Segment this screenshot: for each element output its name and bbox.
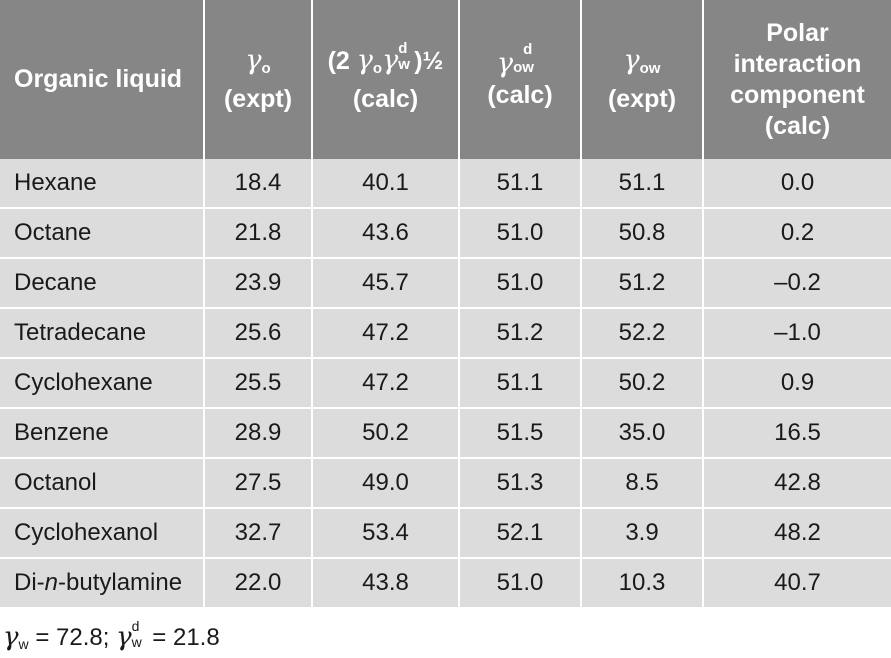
header-organic-liquid [0,0,204,159]
cell-gamma-ow-d: 51.1 [459,159,581,208]
header-note: (expt) [223,84,293,113]
cell-gamma-ow: 50.2 [581,358,703,408]
cell-gamma-o: 32.7 [204,508,312,558]
subscript: w [398,55,410,73]
cell-polar: 0.9 [703,358,891,408]
header-row [0,0,891,159]
cell-geometric-mean: 53.4 [312,508,459,558]
cell-gamma-o: 18.4 [204,159,312,208]
cell-polar: 0.2 [703,208,891,258]
cell-polar: 16.5 [703,408,891,458]
header-gamma-ow [581,0,703,159]
cell-gamma-ow: 35.0 [581,408,703,458]
cell-gamma-ow: 8.5 [581,458,703,508]
header-note: (expt) [607,84,677,113]
sup-sub-stack [398,39,414,73]
cell-gamma-o: 27.5 [204,458,312,508]
cell-gamma-ow: 50.8 [581,208,703,258]
superscript: d [523,41,533,58]
table-row [0,458,891,508]
subscript: o [261,59,271,77]
table-row [0,558,891,608]
cell-geometric-mean: 49.0 [312,458,459,508]
cell-geometric-mean: 50.2 [312,408,459,458]
cell-geometric-mean: 40.1 [312,159,459,208]
cell-gamma-ow: 3.9 [581,508,703,558]
header-organic-liquid-label: Organic liquid [14,65,183,93]
cell-gamma-o: 25.6 [204,308,312,358]
gamma-symbol: γ [116,622,132,652]
subscript: ow [639,59,661,77]
gamma-symbol: γ [623,44,640,76]
cell-gamma-ow-d: 51.0 [459,208,581,258]
header-gamma-ow-d [459,0,581,159]
prefix: (2 [327,46,357,75]
cell-name: Hexane [0,159,204,208]
cell-geometric-mean: 43.8 [312,558,459,608]
polar-line-2: interaction [733,49,862,78]
cell-polar: –0.2 [703,258,891,308]
footnote-eq-1: = 72.8; [28,624,117,651]
cell-polar: –1.0 [703,308,891,358]
header-polar [703,0,891,159]
cell-gamma-o: 25.5 [204,358,312,408]
cell-gamma-o: 28.9 [204,408,312,458]
cell-name [0,558,204,608]
polar-line-4: (calc) [764,111,831,140]
cell-name: Tetradecane [0,308,204,358]
footnote-eq-2: = 21.8 [145,624,220,651]
table-row [0,159,891,208]
cell-gamma-o: 21.8 [204,208,312,258]
cell-gamma-o: 22.0 [204,558,312,608]
cell-gamma-ow-d: 51.5 [459,408,581,458]
subscript: ow [513,59,534,76]
cell-polar: 40.7 [703,558,891,608]
header-gamma-o [204,0,312,159]
name-suffix: -butylamine [58,569,183,596]
cell-geometric-mean: 47.2 [312,308,459,358]
cell-polar: 42.8 [703,458,891,508]
table-row [0,408,891,458]
cell-name: Octanol [0,458,204,508]
subscript: w [18,636,29,652]
cell-gamma-ow: 51.1 [581,159,703,208]
name-prefix: Di- [14,569,45,596]
name-italic: n [44,569,59,596]
sup-sub-stack [513,41,543,76]
table-footnote [3,618,220,652]
gamma-symbol: γ [496,48,514,79]
table-row [0,308,891,358]
table-row [0,358,891,408]
header-note: (calc) [352,84,419,113]
cell-geometric-mean: 43.6 [312,208,459,258]
cell-name: Benzene [0,408,204,458]
cell-gamma-ow: 51.2 [581,258,703,308]
polar-line-3: component [730,80,865,109]
gamma-symbol: γ [356,44,373,76]
cell-gamma-ow-d: 51.0 [459,258,581,308]
subscript: w [131,634,142,650]
subscript: o [372,59,383,77]
cell-name: Octane [0,208,204,258]
cell-gamma-ow-d: 52.1 [459,508,581,558]
superscript: d [398,39,408,57]
header-note: (calc) [487,81,553,109]
table-row [0,208,891,258]
cell-polar: 48.2 [703,508,891,558]
suffix: )½ [414,46,444,75]
superscript: d [131,618,140,634]
cell-name: Cyclohexanol [0,508,204,558]
cell-gamma-ow: 10.3 [581,558,703,608]
cell-polar: 0.0 [703,159,891,208]
polar-line-1: Polar [766,18,829,47]
header-geometric-mean [312,0,459,159]
gamma-symbol: γ [245,44,262,76]
cell-gamma-ow-d: 51.0 [459,558,581,608]
cell-gamma-ow-d: 51.2 [459,308,581,358]
cell-gamma-ow: 52.2 [581,308,703,358]
sup-sub-stack [131,618,146,650]
table-row [0,508,891,558]
table-row [0,258,891,308]
gamma-symbol: γ [382,44,399,76]
cell-name: Decane [0,258,204,308]
cell-geometric-mean: 45.7 [312,258,459,308]
cell-geometric-mean: 47.2 [312,358,459,408]
cell-gamma-ow-d: 51.1 [459,358,581,408]
cell-name: Cyclohexane [0,358,204,408]
gamma-symbol: γ [3,622,19,652]
cell-gamma-ow-d: 51.3 [459,458,581,508]
cell-gamma-o: 23.9 [204,258,312,308]
